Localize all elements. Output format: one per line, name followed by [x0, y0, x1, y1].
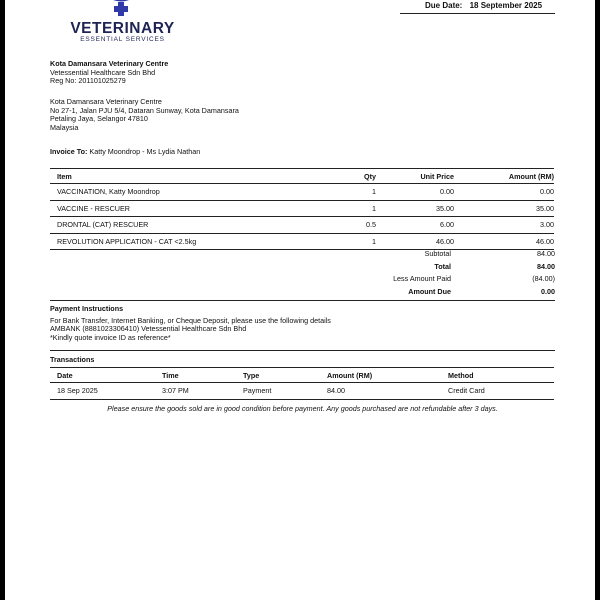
col-method: Method [448, 368, 554, 383]
divider [50, 350, 555, 351]
col-item: Item [50, 169, 290, 184]
payment-line: AMBANK (8881023306410) Vetessential Healthcare Sdn Bhd [50, 324, 247, 334]
address-line: Petaling Jaya, Selangor 47810 [50, 114, 148, 124]
col-unit-price: Unit Price [376, 169, 454, 184]
due-date [400, 0, 555, 14]
col-qty: Qty [290, 169, 376, 184]
address-line: Malaysia [50, 122, 79, 132]
trans-method: Credit Card [448, 383, 554, 400]
table-row [50, 200, 554, 217]
items-header-row [50, 169, 554, 184]
item-unit-price: 46.00 [376, 233, 454, 250]
clinic-company: Vetessential Healthcare Sdn Bhd [50, 67, 156, 77]
logo-text: VETERINARY [70, 20, 175, 37]
table-row [50, 233, 554, 250]
total-value: 84.00 [537, 261, 555, 271]
address-line: No 27-1, Jalan PJU 5/4, Dataran Sunway, Kota Damansara [50, 105, 239, 115]
payment-line: *Kindly quote invoice ID as reference* [50, 332, 171, 342]
payment-instructions [50, 305, 331, 342]
invoice-to [50, 148, 200, 157]
due-label: Amount Due [408, 286, 451, 296]
item-unit-price: 35.00 [376, 200, 454, 217]
divider [50, 300, 555, 301]
item-amount: 35.00 [454, 200, 554, 217]
col-amount: Amount (RM) [454, 169, 554, 184]
subtotal-value: 84.00 [537, 249, 555, 258]
item-qty: 1 [290, 200, 376, 217]
payment-line: For Bank Transfer, Internet Banking, or Cheque Deposit, please use the following details [50, 315, 331, 325]
paid-row [305, 274, 555, 287]
transactions-header-row [50, 368, 554, 383]
item-name: VACCINATION, Katty Moondrop [50, 184, 290, 201]
table-row [50, 217, 554, 234]
item-qty: 1 [290, 233, 376, 250]
clinic-reg-no: Reg No: 201101025279 [50, 76, 126, 86]
subtotal-label: Subtotal [424, 249, 451, 258]
clinic-name: Kota Damansara Veterinary Centre [50, 59, 169, 68]
item-unit-price: 0.00 [376, 184, 454, 201]
subtotal-row [305, 249, 555, 262]
due-date-label: Due Date: [425, 1, 463, 10]
total-label: Total [434, 261, 451, 271]
paid-value: (84.00) [532, 274, 555, 283]
clinic-info [50, 60, 168, 86]
clinic-address [50, 98, 239, 132]
items-table [50, 168, 554, 250]
due-value: 0.00 [541, 286, 555, 296]
item-qty: 0.5 [290, 217, 376, 234]
item-name: REVOLUTION APPLICATION - CAT <2.5kg [50, 233, 290, 250]
due-date-value: 18 September 2025 [469, 1, 543, 10]
col-date: Date [50, 368, 162, 383]
logo-subtext: ESSENTIAL SERVICES [80, 36, 165, 43]
invoice-page [5, 0, 595, 600]
total-row [305, 262, 555, 275]
address-line: Kota Damansara Veterinary Centre [50, 97, 162, 106]
due-row [305, 287, 555, 300]
trans-date: 18 Sep 2025 [50, 383, 162, 400]
item-unit-price: 6.00 [376, 217, 454, 234]
col-type: Type [243, 368, 327, 383]
refund-policy-note: Please ensure the goods sold are in good condition before payment. Any goods purchased are not refundable after 3 days. [107, 404, 498, 413]
trans-type: Payment [243, 383, 327, 400]
transactions-title: Transactions [50, 355, 95, 364]
invoice-to-label: Invoice To: [50, 147, 88, 156]
payment-title: Payment Instructions [50, 304, 124, 313]
item-name: VACCINE - RESCUER [50, 200, 290, 217]
invoice-to-value: Katty Moondrop - Ms Lydia Nathan [89, 147, 201, 156]
trans-time: 3:07 PM [162, 383, 243, 400]
item-name: DRONTAL (CAT) RESCUER [50, 217, 290, 234]
item-amount: 46.00 [454, 233, 554, 250]
transactions-table [50, 367, 554, 400]
item-amount: 3.00 [454, 217, 554, 234]
table-row [50, 383, 554, 400]
totals-block [305, 249, 555, 299]
table-row [50, 184, 554, 201]
col-time: Time [162, 368, 243, 383]
paid-label: Less Amount Paid [393, 274, 451, 283]
col-amount: Amount (RM) [327, 368, 448, 383]
trans-amount: 84.00 [327, 383, 448, 400]
item-qty: 1 [290, 184, 376, 201]
clinic-logo [55, 0, 190, 50]
paw-cross-icon [100, 0, 142, 18]
item-amount: 0.00 [454, 184, 554, 201]
